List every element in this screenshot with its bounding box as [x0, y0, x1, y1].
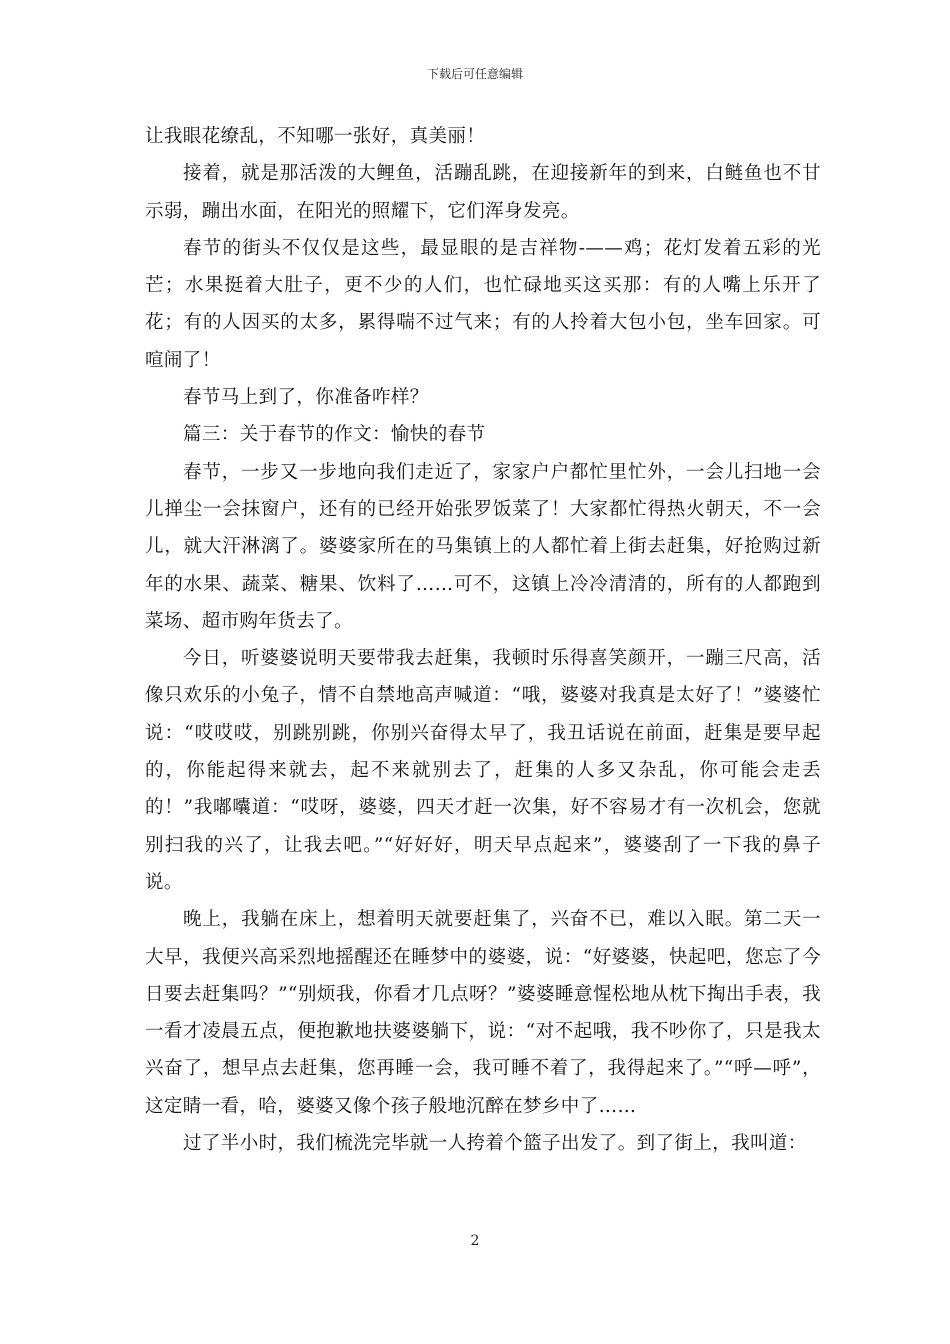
- header-text: 下载后可任意编辑: [426, 67, 523, 81]
- document-body: [145, 118, 821, 1162]
- paragraph: 今日，听婆婆说明天要带我去赶集，我顿时乐得喜笑颜开，一蹦三尺高，活像只欢乐的小兔子，情不自禁地高声喊道：“哦，婆婆对我真是太好了！”婆婆忙说：“哎哎哎，别跳别跳，你别兴奋得太早了，我丑话说在前面，赶集是要早起的，你能起得来就去，起不来就别去了，赶集的人多又杂乱，你可能会走丢的！”我嘟囔道：“哎呀，婆婆，四天才赶一次集，好不容易才有一次机会，您就别扫我的兴了，让我去吧。”“好好好，明天早点起来”，婆婆刮了一下我的鼻子说。: [145, 648, 821, 893]
- page-number: 2: [470, 1233, 480, 1249]
- section-heading: 篇三：关于春节的作文：愉快的春节: [183, 424, 486, 446]
- page-footer: [0, 1232, 950, 1250]
- paragraph: 接着，就是那活泼的大鲤鱼，活蹦乱跳，在迎接新年的到来，白鲢鱼也不甘示弱，蹦出水面，在阳光的照耀下，它们浑身发亮。: [145, 163, 821, 222]
- paragraph-continuation: 让我眼花缭乱，不知哪一张好，真美丽！: [145, 126, 486, 147]
- paragraph: 过了半小时，我们梳洗完毕就一人挎着个篮子出发了。到了街上，我叫道：: [183, 1133, 807, 1155]
- paragraph: 春节，一步又一步地向我们走近了，家家户户都忙里忙外，一会儿扫地一会儿掸尘一会抹窗户，还有的已经开始张罗饭菜了！大家都忙得热火朝天，不一会儿，就大汗淋漓了。婆婆家所在的马集镇上的人都忙着上街去赶集，好抢购过新年的水果、蔬菜、糖果、饮料了……可不，这镇上冷冷清清的，所有的人都跑到菜场、超市购年货去了。: [145, 461, 821, 632]
- page-header: [0, 66, 950, 82]
- paragraph: 春节的街头不仅仅是这些，最显眼的是吉祥物-——鸡；花灯发着五彩的光芒；水果挺着大肚子，更不少的人们，也忙碌地买这买那：有的人嘴上乐开了花；有的人因买的太多，累得喘不过气来；有的人拎着大包小包，坐车回家。可喧闹了！: [145, 237, 821, 371]
- paragraph: 春节马上到了，你准备咋样？: [183, 387, 429, 409]
- paragraph: 晚上，我躺在床上，想着明天就要赶集了，兴奋不已，难以入眠。第二天一大早，我便兴高采烈地摇醒还在睡梦中的婆婆，说：“好婆婆，快起吧，您忘了今日要去赶集吗？”“别烦我，你看才几点呀？”婆婆睡意惺松地从枕下掏出手表，我一看才凌晨五点，便抱歉地扶婆婆躺下，说：“对不起哦，我不吵你了，只是我太兴奋了，想早点去赶集，您再睡一会，我可睡不着了，我得起来了。”“呼—呼”，这定睛一看，哈，婆婆又像个孩子般地沉醉在梦乡中了……: [145, 909, 821, 1117]
